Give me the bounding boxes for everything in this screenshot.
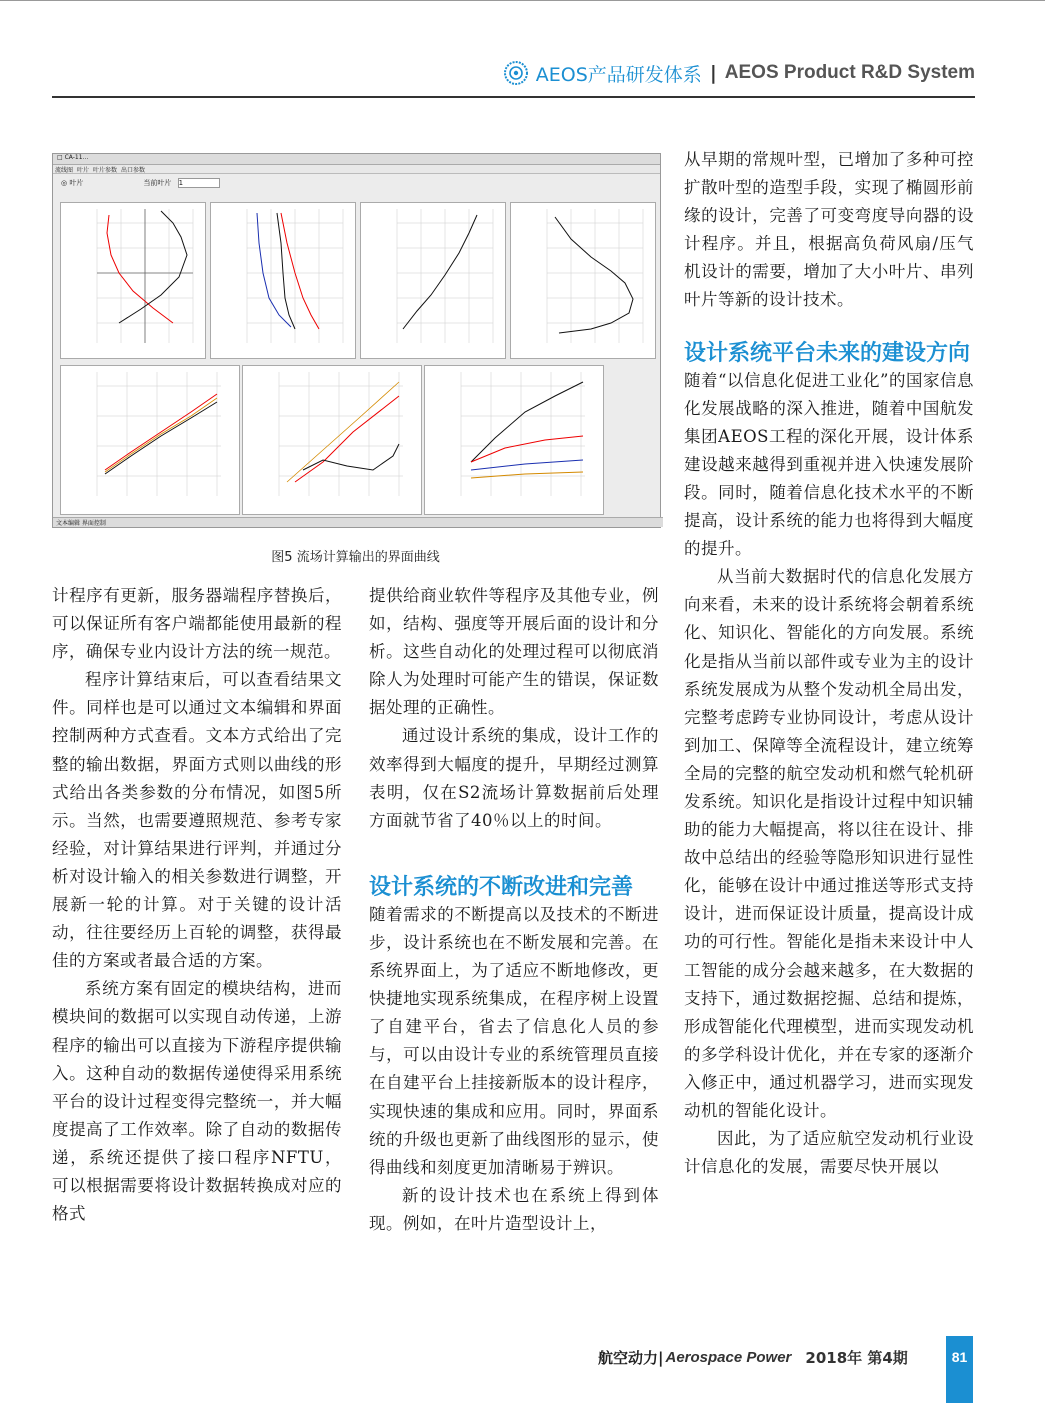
paragraph: 因此，为了适应航空发动机行业设计信息化的发展，需要尽快开展以	[684, 1129, 974, 1177]
journal-name-zh: 航空动力	[598, 1349, 659, 1367]
running-footer	[598, 1347, 908, 1368]
plot-panel-4	[510, 202, 656, 359]
plot-panel-2	[210, 202, 356, 359]
aeos-logo-icon	[504, 61, 528, 85]
header-separator: |	[709, 62, 717, 84]
figure-tabbar	[53, 154, 660, 165]
plot-3-svg	[361, 203, 505, 358]
figure-toolbar-item: 叶片	[77, 167, 90, 174]
section-heading: 设计系统的不断改进和完善	[369, 874, 634, 900]
paragraph: 从早期的常规叶型，已增加了多种可控扩散叶型的造型手段，实现了椭圆形前缘的设计，完善了可变弯度导向器的设计程序。并且，根据高负荷风扇/压气机设计的需要，增加了大小叶片、串列叶片等新的设计技术。	[684, 150, 974, 310]
figure-radio: ◎ 叶片	[61, 179, 84, 187]
plot-panel-1	[60, 202, 206, 359]
plot-panel-3	[360, 202, 506, 359]
figure-toolbar-item: 叶片参数	[93, 167, 118, 174]
plot-panel-7	[424, 365, 604, 515]
paragraph: 通过设计系统的集成，设计工作的效率得到大幅度的提升，早期经过测算表明，仅在S2流场计算数据前后处理方面就节省了40％以上的时间。	[369, 726, 659, 830]
paragraph: 提供给商业软件等程序及其他专业，例如，结构、强度等开展后面的设计和分析。这些自动化的处理过程可以彻底消除人为处理时可能产生的错误，保证数据处理的正确性。	[369, 586, 659, 718]
text-column-3	[684, 146, 974, 1181]
section-heading: 设计系统平台未来的建设方向	[684, 340, 971, 366]
paragraph: 随着“以信息化促进工业化”的国家信息化发展战略的深入推进，随着中国航发集团AEOS工程的深化开展，设计体系建设越来越得到重视并进入快速发展阶段。同时，随着信息化技术水平的不断提高，设计系统的能力也将得到大幅度的提升。	[684, 370, 974, 559]
plot-4-svg	[511, 203, 655, 358]
figure-select-label: 当前叶片 1	[143, 178, 219, 188]
paragraph: 系统方案有固定的模块结构，进而模块间的数据可以实现自动传递，上游程序的输出可以直接为下游程序提供输入。这种自动的数据传递使得采用系统平台的设计过程变得完整统一，并大幅度提高了工作效率。除了自动的数据传递，系统还提供了接口程序NFTU，可以根据需要将设计数据转换成对应的格式	[52, 979, 342, 1224]
header-rule	[52, 96, 975, 98]
journal-name-en: Aerospace Power	[665, 1349, 792, 1366]
figure-toolbar	[53, 165, 660, 174]
figure-toolbar-item: 出口参数	[121, 167, 146, 174]
header-series-zh: AEOS产品研发体系	[535, 63, 702, 86]
paragraph: 从当前大数据时代的信息化发展方向来看，未来的设计系统将会朝着系统化、知识化、智能化的方向发展。系统化是指从当前以部件或专业为主的设计系统发展成为从整个发动机全局出发，完整考虑跨专业协同设计，考虑从设计到加工、保障等全流程设计，建立统筹全局的完整的航空发动机和燃气轮机研发系统。知识化是指设计过程中知识辅助的能力大幅提高，将以往在设计、排故中总结出的经验等隐形知识进行显性化，能够在设计中通过推送等形式支持设计，进而保证设计质量，提高设计成功的可行性。智能化是指未来设计中人工智能的成分会越来越多，在大数据的支持下，通过数据挖掘、总结和提炼，形成智能化代理模型，进而实现发动机的多学科设计优化，并在专家的逐渐介入修正中，通过机器学习，进而实现发动机的智能化设计。	[684, 567, 974, 1120]
plot-5-svg	[61, 366, 239, 514]
paragraph: 计程序有更新，服务器端程序替换后，可以保证所有客户端都能使用最新的程序，确保专业内设计方法的统一规范。	[52, 586, 342, 662]
plot-7-svg	[425, 366, 603, 514]
paragraph: 随着需求的不断提高以及技术的不断进步，设计系统也在不断发展和完善。在系统界面上，为了适应不断地修改，更快捷地实现系统集成，在程序树上设置了自建平台，省去了信息化人员的参与，可以由设计专业的系统管理员直接在自建平台上挂接新版本的设计程序，实现快速的集成和应用。同时，界面系统的升级也更新了曲线图形的显示，使得曲线和刻度更加清晰易于辨识。	[369, 904, 659, 1177]
plot-panel-6	[242, 365, 422, 515]
figure-options	[53, 174, 660, 192]
figure-tab: □ CA-11...	[57, 154, 89, 161]
figure-5-screenshot	[52, 153, 661, 528]
text-column-2	[369, 582, 659, 1238]
plot-1-svg	[61, 203, 205, 358]
paragraph: 程序计算结束后，可以查看结果文件。同样也是可以通过文本编辑和界面控制两种方式查看。文本方式给出了完整的输出数据，界面方式则以曲线的形式给出各类参数的分布情况，如图5所示。当然，也需要遵照规范、参考专家经验，对计算结果进行评判，并通过分析对设计输入的相关参数进行调整，开展新一轮的计算。对于关键的设计活动，往往要经历上百轮的调整，获得最佳的方案或者最合适的方案。	[52, 670, 342, 971]
running-header	[504, 60, 975, 86]
text-column-1	[52, 582, 342, 1228]
header-series-en: AEOS Product R&D System	[724, 62, 975, 83]
issue-label: 2018年 第4期	[805, 1349, 908, 1367]
paragraph: 新的设计技术也在系统上得到体现。例如，在叶片造型设计上，	[369, 1185, 659, 1233]
plot-2-svg	[211, 203, 355, 358]
top-rule	[0, 0, 1045, 1]
figure-statusbar: 文本编辑 界面控制	[53, 517, 663, 527]
footer-separator: |	[658, 1348, 664, 1367]
page-number: 81	[946, 1336, 973, 1403]
figure-toolbar-item: 流线图	[55, 167, 74, 174]
plot-panel-5	[60, 365, 240, 515]
plot-6-svg	[243, 366, 421, 514]
figure-caption: 图5 流场计算输出的界面曲线	[271, 550, 440, 565]
